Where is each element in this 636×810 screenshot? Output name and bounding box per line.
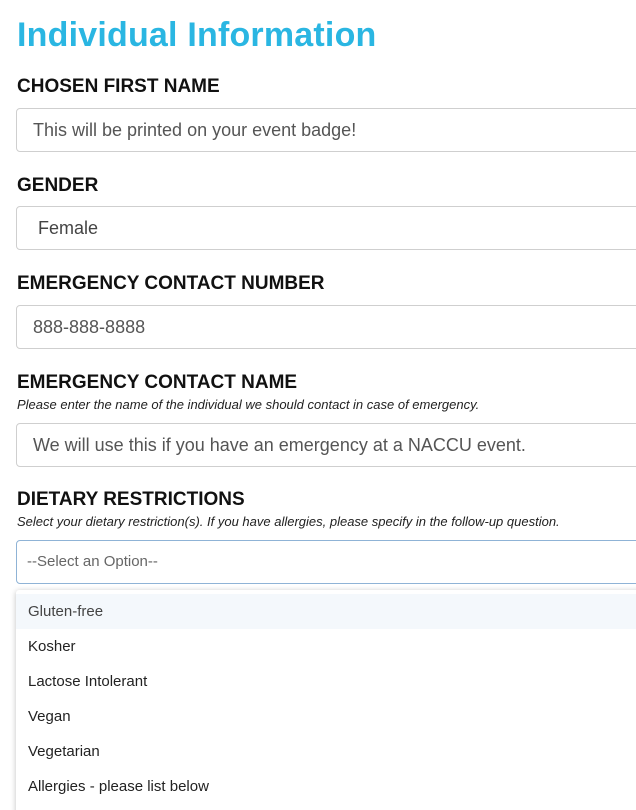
- gender-label: GENDER: [17, 175, 99, 196]
- section-title: Individual Information: [17, 16, 377, 54]
- dietary-restrictions-help: Select your dietary restriction(s). If you have allergies, please specify in the follow-up question.: [17, 514, 560, 529]
- emergency-contact-name-help: Please enter the name of the individual we should contact in case of emergency.: [17, 397, 480, 412]
- chosen-first-name-input[interactable]: This will be printed on your event badge!: [16, 108, 636, 152]
- gender-select[interactable]: Female: [16, 206, 636, 250]
- dietary-options-dropdown: [16, 590, 636, 810]
- dietary-restrictions-select[interactable]: --Select an Option--: [16, 540, 636, 584]
- option-gluten-free[interactable]: Gluten-free: [16, 594, 636, 629]
- option-kosher[interactable]: Kosher: [28, 638, 76, 655]
- chosen-first-name-label: CHOSEN FIRST NAME: [17, 76, 220, 97]
- option-allergies[interactable]: Allergies - please list below: [28, 778, 209, 795]
- option-vegetarian[interactable]: Vegetarian: [28, 743, 100, 760]
- emergency-contact-name-label: EMERGENCY CONTACT NAME: [17, 372, 298, 393]
- emergency-contact-number-input[interactable]: 888-888-8888: [16, 305, 636, 349]
- option-lactose-intolerant[interactable]: Lactose Intolerant: [28, 673, 148, 690]
- option-vegan[interactable]: Vegan: [28, 708, 71, 725]
- dietary-restrictions-label: DIETARY RESTRICTIONS: [17, 489, 245, 510]
- emergency-contact-number-label: EMERGENCY CONTACT NUMBER: [17, 273, 325, 294]
- emergency-contact-name-input[interactable]: We will use this if you have an emergency at a NACCU event.: [16, 423, 636, 467]
